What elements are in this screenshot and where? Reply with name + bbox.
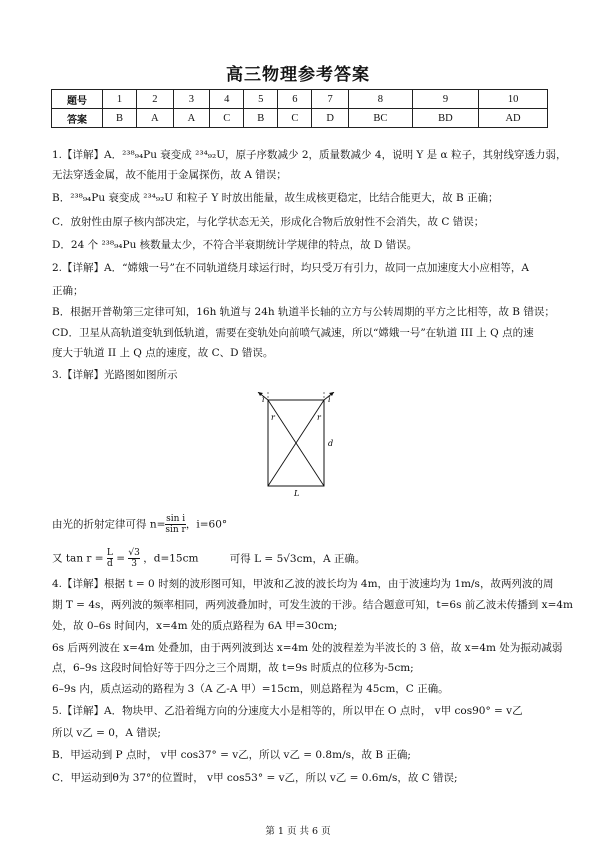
fraction-denominator: sin r <box>165 525 186 535</box>
text-line: 1.【详解】A．²³⁸₉₄Pu 衰变成 ²³⁴₉₂U，原子序数减少 2，质量数减少 4，说明 Y 是 α 粒子，其射线穿透力弱， <box>52 149 567 161</box>
light-path-diagram <box>256 392 356 500</box>
label-L: L <box>294 489 300 498</box>
fraction <box>128 548 139 569</box>
table-row <box>52 109 548 128</box>
table-header-cell: 题号 <box>52 90 103 109</box>
text-line: 处，故 0–6s 时间内，x=4m 处的质点路程为 6A 甲=30cm; <box>52 620 338 632</box>
text-line: C．放射性由原子核内部决定，与化学状态无关，形成化合物后放射性不会消失，故 C 错误； <box>52 216 485 228</box>
label-i-right: i <box>328 395 331 404</box>
fraction-numerator: sin i <box>166 514 186 524</box>
label-r-left: r <box>271 413 275 422</box>
text-line: 3.【详解】光路图如图所示 <box>52 369 178 381</box>
fraction-denominator: d <box>107 559 113 569</box>
text-fragment: ，i=60° <box>185 518 228 531</box>
text-fragment: = <box>116 552 126 565</box>
text-line: 点，6–9s 这段时间恰好等于四分之三个周期，故 t=9s 时质点的位移为-5cm; <box>52 662 414 674</box>
text-fragment: 可得 L = 5√3cm，A 正确。 <box>229 552 366 565</box>
table-cell: 9 <box>412 90 478 109</box>
table-cell: B <box>103 109 137 128</box>
table-cell: BD <box>412 109 478 128</box>
table-cell: 2 <box>137 90 174 109</box>
text-fragment: 由光的折射定律可得 n= <box>52 518 166 531</box>
fraction-numerator: L <box>106 548 113 558</box>
answer-table <box>51 89 548 128</box>
text-line: D．24 个 ²³⁸₉₄Pu 核数量太少，不符合半衰期统计学规律的特点，故 D 错误。 <box>52 239 418 251</box>
table-cell: 1 <box>103 90 137 109</box>
text-line: 6–9s 内，质点运动的路程为 3（A 乙-A 甲）=15cm，则总路程为 45cm，C 正确。 <box>52 683 449 695</box>
text-line <box>52 514 227 535</box>
label-d: d <box>328 439 334 448</box>
table-cell: 7 <box>312 90 349 109</box>
text-line: CD．卫星从高轨道变轨到低轨道，需要在变轨处向前喷气减速，所以“嫦娥一号”在轨道 III 上 Q 点的速 <box>52 327 534 339</box>
text-line: B．甲运动到 P 点时， v甲 cos37° = v乙，所以 v乙 = 0.8m/s，故 B 正确; <box>52 749 411 761</box>
table-cell: A <box>173 109 210 128</box>
label-i-left: i <box>262 395 265 404</box>
table-cell: D <box>312 109 349 128</box>
text-line: 度大于轨道 II 上 Q 点的速度，故 C、D 错误。 <box>52 347 274 359</box>
table-cell: BC <box>348 109 412 128</box>
table-cell: 4 <box>210 90 244 109</box>
table-cell: B <box>244 109 278 128</box>
text-line: B．根据开普勒第三定律可知，16h 轨道与 24h 轨道半长轴的立方与公转周期的平方之比相等，故 B 错误； <box>52 306 555 318</box>
page-footer: 第 1 页 共 6 页 <box>265 826 331 837</box>
table-row <box>52 90 548 109</box>
fraction-numerator: √3 <box>128 548 140 558</box>
text-line: 4.【详解】根据 t = 0 时刻的波形图可知，甲波和乙波的波长均为 4m，由于波速均为 1m/s，故两列波的周 <box>52 578 554 590</box>
table-header-cell: 答案 <box>52 109 103 128</box>
text-line: 正确； <box>52 285 84 297</box>
table-cell: AD <box>479 109 548 128</box>
fraction <box>165 514 185 535</box>
fraction <box>107 548 113 569</box>
text-line: 无法穿透金属，故不能用于金属探伤，故 A 错误； <box>52 169 287 181</box>
text-line: 6s 后两列波在 x=4m 处叠加，由于两列波到达 x=4m 处的波程差为半波长的 3 倍，故 x=4m 处为振动减弱 <box>52 642 563 654</box>
table-cell: 3 <box>173 90 210 109</box>
text-fragment: ，d=15cm <box>143 552 199 565</box>
table-cell: C <box>210 109 244 128</box>
text-line: 所以 v乙 = 0，A 错误; <box>52 727 161 739</box>
text-line: 期 T = 4s，两列波的频率相同，两列波叠加时，可发生波的干涉。结合题意可知，t=6s 前乙波未传播到 x=4m <box>52 599 573 611</box>
text-line <box>52 548 365 569</box>
page-title: 高三物理参考答案 <box>226 65 370 85</box>
table-cell: C <box>278 109 312 128</box>
text-line: 5.【详解】A．物块甲、乙沿着绳方向的分速度大小是相等的，所以甲在 O 点时， v甲 cos90° = v乙 <box>52 705 523 717</box>
text-fragment: 又 tan r = <box>52 552 104 565</box>
table-cell: 8 <box>348 90 412 109</box>
label-r-right: r <box>317 413 321 422</box>
fraction-denominator: 3 <box>131 559 137 569</box>
text-line: 2.【详解】A．“嫦娥一号”在不同轨道绕月球运行时，均只受万有引力，故同一点加速度大小应相等，A <box>52 262 529 274</box>
table-cell: 10 <box>479 90 548 109</box>
table-cell: A <box>137 109 174 128</box>
text-line: C．甲运动到θ为 37°的位置时， v甲 cos53° = v乙，所以 v乙 = 0.6m/s，故 C 错误; <box>52 772 458 784</box>
table-cell: 6 <box>278 90 312 109</box>
table-cell: 5 <box>244 90 278 109</box>
text-line: B．²³⁸₉₄Pu 衰变成 ²³⁴₉₂U 和粒子 Y 时放出能量，故生成核更稳定，比结合能更大，故 B 正确； <box>52 192 499 204</box>
